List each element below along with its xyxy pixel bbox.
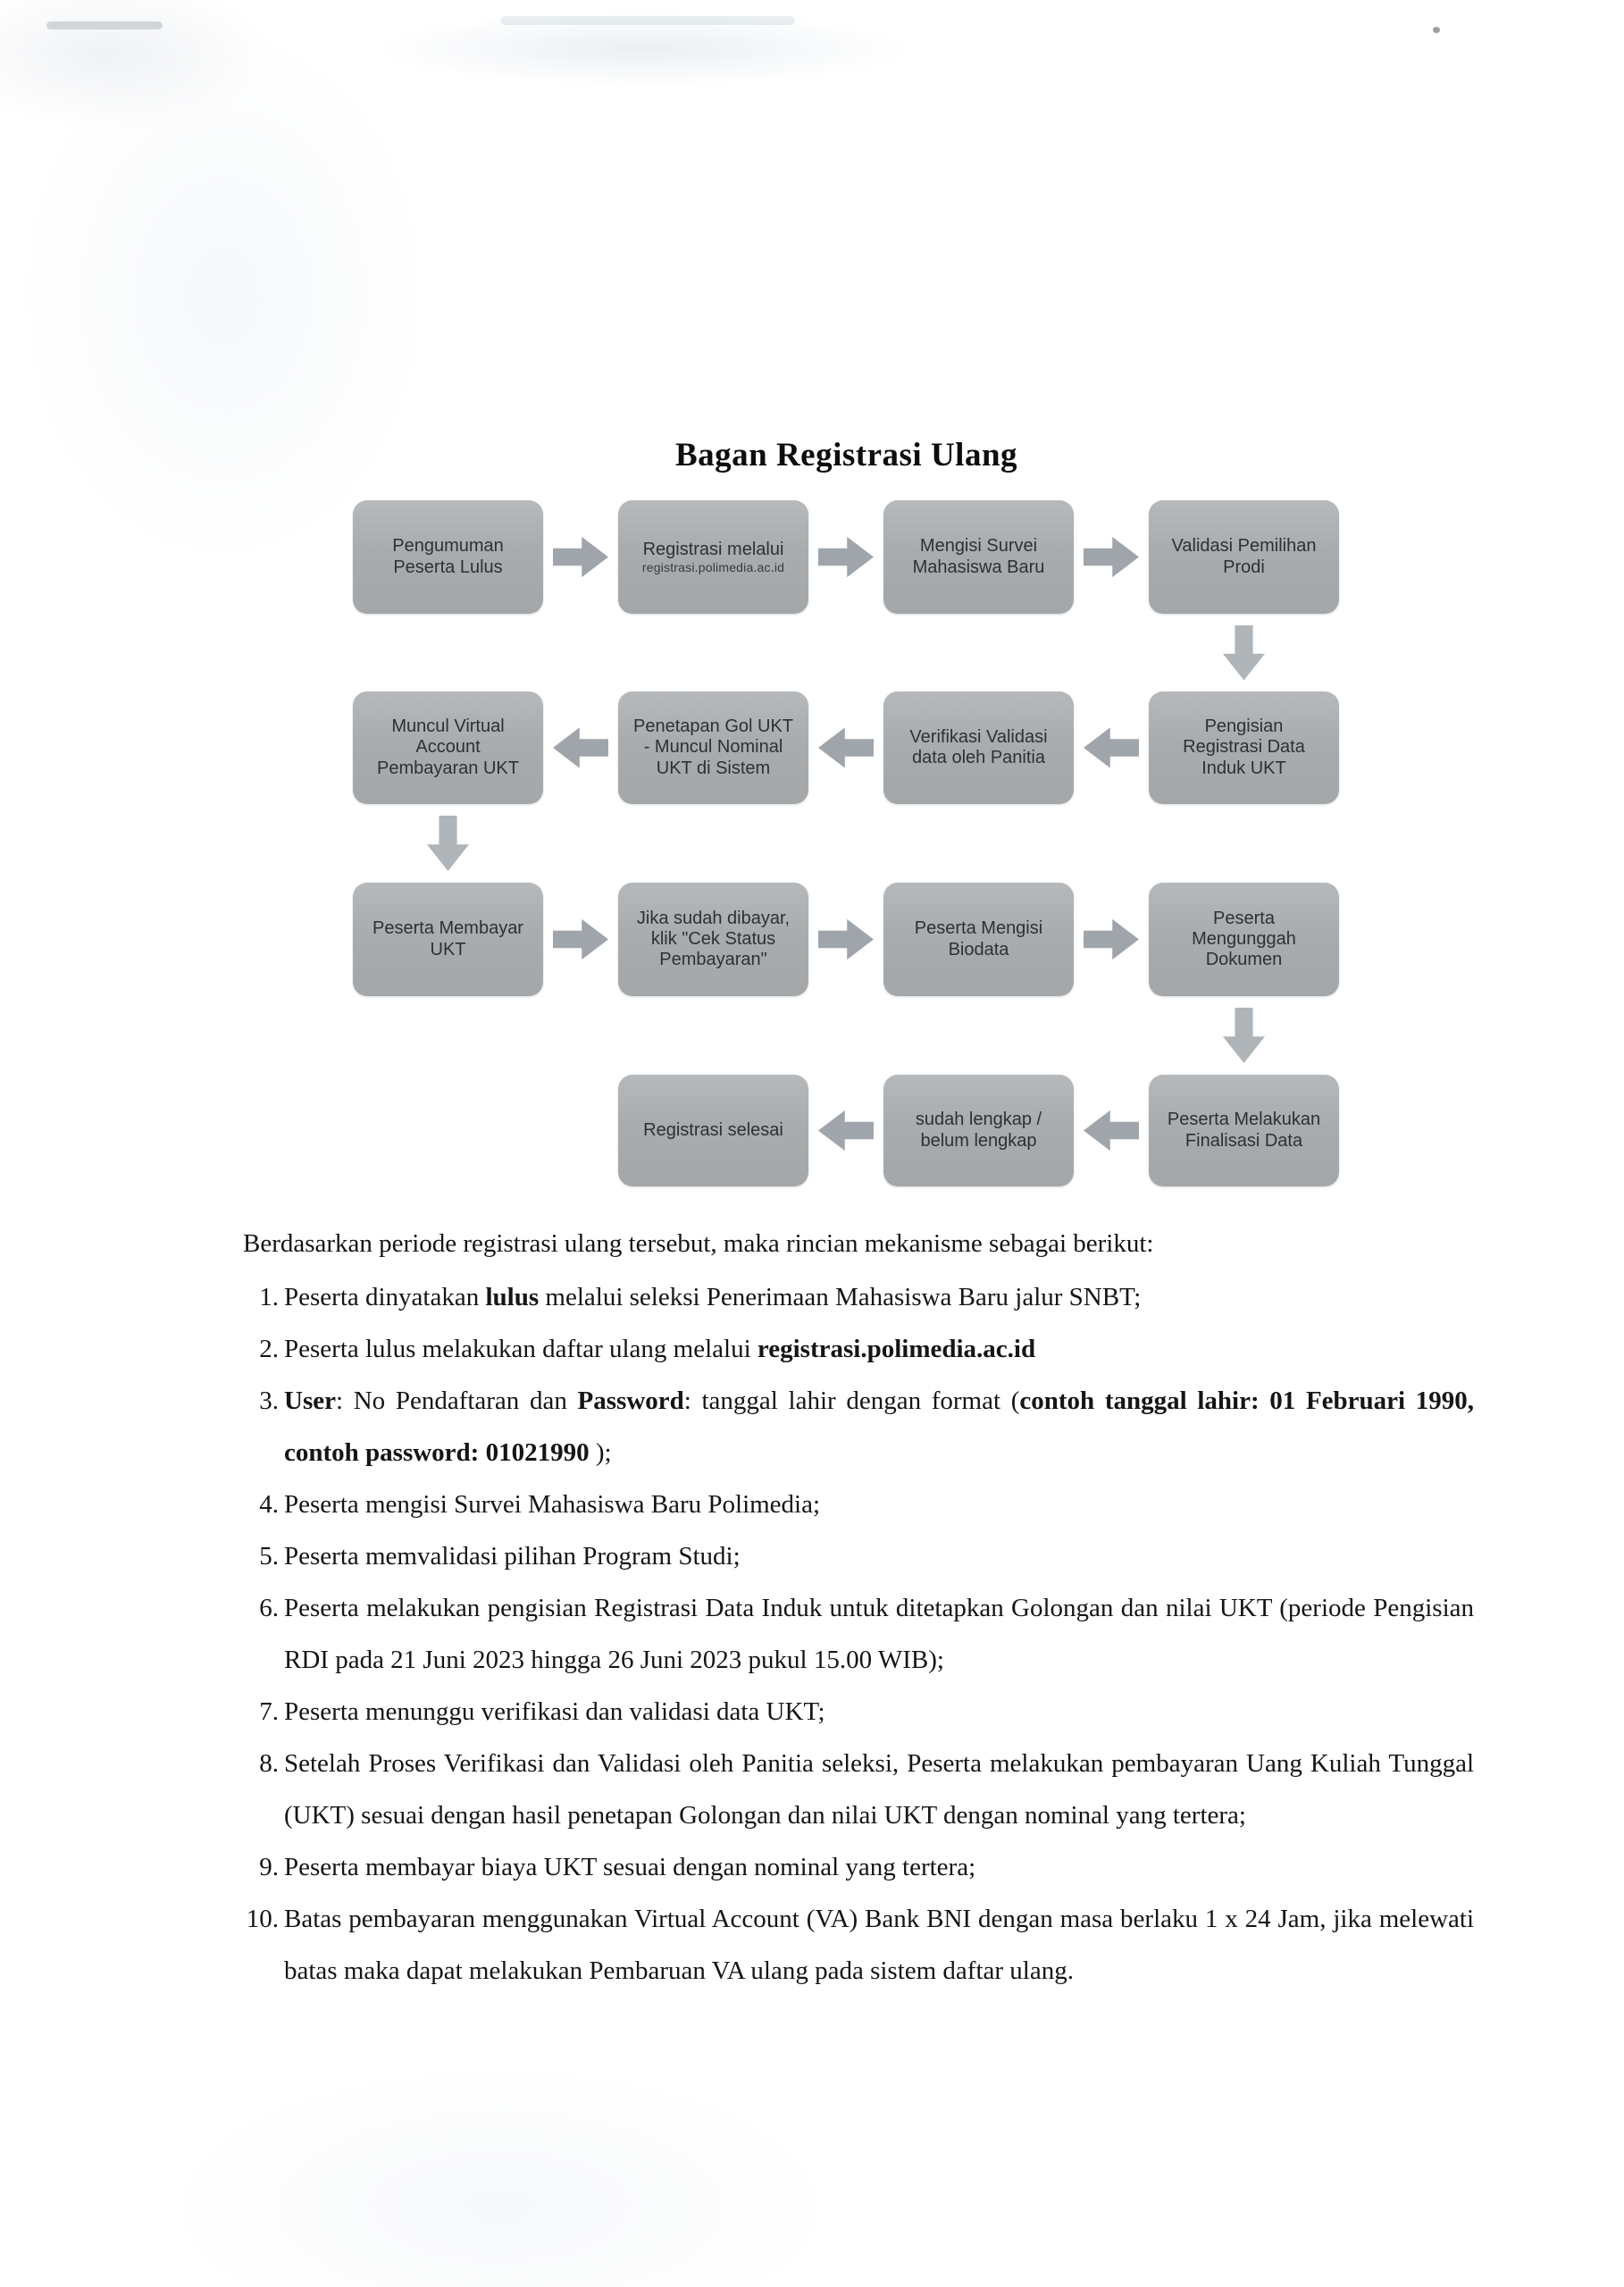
flow-step-12 <box>1149 883 1339 996</box>
flow-step-13 <box>1149 1075 1339 1186</box>
arrow-left-icon <box>818 1107 874 1155</box>
arrow-down-icon <box>1219 625 1269 681</box>
page-title: Bagan Registrasi Ulang <box>674 437 1018 473</box>
flow-step-label: Peserta Membayar <box>373 918 523 939</box>
list-item <box>243 1738 1474 1841</box>
list-item <box>243 1893 1474 1997</box>
list-item-number: 3. <box>259 1386 279 1415</box>
list-item-number: 5. <box>259 1542 279 1571</box>
flow-step-label: Peserta <box>1213 908 1275 928</box>
flow-step-9 <box>353 883 543 996</box>
list-item-number: 8. <box>259 1749 279 1778</box>
flow-step-11 <box>883 883 1074 996</box>
list-item <box>243 1841 1474 1893</box>
list-item <box>243 1271 1474 1323</box>
flow-step-url-label: registrasi.polimedia.ac.id <box>641 559 785 574</box>
flow-step-6 <box>883 691 1074 804</box>
scan-smudge <box>46 21 163 29</box>
flow-step-label: Peserta Lulus <box>393 557 503 577</box>
flow-step-label: Mengisi Survei <box>919 536 1038 557</box>
arrow-down-icon <box>423 816 473 871</box>
scan-smudge <box>500 16 795 25</box>
flow-step-label: sudah lengkap / <box>915 1110 1042 1130</box>
flow-step-1 <box>353 500 543 614</box>
scan-speck <box>1433 27 1440 33</box>
arrow-right-icon <box>553 533 608 582</box>
flow-step-label: Pembayaran UKT <box>377 758 519 778</box>
list-item-text: Peserta lulus melakukan daftar ulang melalui <box>284 1335 758 1363</box>
arrow-left-icon <box>553 724 608 772</box>
list-item-number: 2. <box>259 1335 279 1363</box>
flow-step-label: Mengunggah <box>1192 928 1296 949</box>
list-item-number: 10. <box>246 1905 279 1933</box>
list-item-bold-text: Password <box>577 1386 684 1415</box>
flow-step-label: Dokumen <box>1205 950 1283 970</box>
flow-step-label: Induk UKT <box>1201 758 1286 778</box>
arrow-right-icon <box>818 916 874 964</box>
flow-step-label: Peserta Mengisi <box>914 918 1043 939</box>
flow-step-label: UKT di Sistem <box>656 758 771 778</box>
flow-step-10 <box>618 883 808 996</box>
arrow-down-icon <box>1219 1008 1269 1063</box>
list-item <box>243 1479 1474 1530</box>
list-item-text: Batas pembayaran menggunakan Virtual Account (VA) Bank BNI dengan masa berlaku 1 x 24 Jam, jika melewati batas maka dapat melakukan Pembaruan VA ulang pada sistem daftar ulang. <box>284 1905 1474 1985</box>
flow-step-label: belum lengkap <box>920 1130 1037 1151</box>
arrow-left-icon <box>818 724 874 772</box>
list-item-text: Peserta memvalidasi pilihan Program Studi; <box>284 1542 741 1571</box>
flow-step-label: Penetapan Gol UKT <box>633 716 793 737</box>
list-item-text: Setelah Proses Verifikasi dan Validasi oleh Panitia seleksi, Peserta melakukan pembayaran Uang Kuliah Tunggal (UKT) sesuai dengan hasil penetapan Golongan dan nilai UKT dengan nominal yang tertera; <box>284 1749 1474 1830</box>
list-item-number: 6. <box>259 1594 279 1622</box>
list-item-bold-text: lulus <box>485 1283 540 1311</box>
list-item-bold-text: contoh tanggal lahir: 01 Februari 1990, contoh password: 01021990 <box>284 1386 1475 1467</box>
flow-step-label: data oleh Panitia <box>911 748 1045 767</box>
flow-step-label: Registrasi Data <box>1183 737 1305 758</box>
flow-step-2 <box>618 500 808 614</box>
list-item-text: Peserta dinyatakan <box>284 1283 486 1311</box>
flow-step-label: Pembayaran" <box>659 950 767 970</box>
flow-step-label: Pengumuman <box>392 536 504 557</box>
list-item-text: ); <box>589 1438 612 1467</box>
list-item-text: Peserta melakukan pengisian Registrasi Data Induk untuk ditetapkan Golongan dan nilai UKT (periode Pengisian RDI pada 21 Juni 2023 hingga 26 Juni 2023 pukul 15.00 WIB); <box>284 1594 1474 1674</box>
flow-step-label: Finalisasi Data <box>1185 1130 1303 1151</box>
list-item-number: 4. <box>259 1490 279 1519</box>
list-item-text: Peserta menunggu verifikasi dan validasi data UKT; <box>284 1697 825 1726</box>
arrow-left-icon <box>1084 1107 1139 1155</box>
list-item-text: melalui seleksi Penerimaan Mahasiswa Baru jalur SNBT; <box>539 1283 1142 1311</box>
list-item <box>243 1530 1474 1582</box>
flow-step-label: Peserta Melakukan <box>1167 1110 1321 1130</box>
flow-step-4 <box>1149 500 1339 614</box>
arrow-left-icon <box>1084 724 1139 772</box>
flow-step-label: Mahasiswa Baru <box>912 557 1045 577</box>
flow-step-label: Pengisian <box>1204 716 1284 737</box>
list-item-number: 9. <box>259 1853 279 1881</box>
list-item-number: 7. <box>259 1697 279 1726</box>
intro-paragraph: Berdasarkan periode registrasi ulang tersebut, maka rincian mekanisme sebagai berikut: <box>243 1229 1154 1258</box>
registration-flowchart <box>353 500 1339 1186</box>
flow-step-label: Registrasi melalui <box>642 539 784 559</box>
flow-step-label: Account <box>415 737 481 758</box>
flow-step-label: - Muncul Nominal <box>643 737 783 758</box>
flow-step-3 <box>883 500 1074 614</box>
list-item-text: Peserta membayar biaya UKT sesuai dengan nominal yang tertera; <box>284 1853 976 1881</box>
flow-step-5 <box>1149 691 1339 804</box>
arrow-right-icon <box>1084 533 1139 582</box>
flow-step-label: Validasi Pemilihan <box>1171 536 1317 557</box>
list-item <box>243 1323 1474 1375</box>
arrow-right-icon <box>553 916 608 964</box>
flow-step-label: Prodi <box>1223 557 1265 577</box>
mechanism-list <box>243 1271 1474 1997</box>
flow-step-14 <box>883 1075 1074 1186</box>
flow-step-7 <box>618 691 808 804</box>
list-item-bold-text: User <box>284 1386 336 1415</box>
flow-step-15 <box>618 1075 808 1186</box>
list-item-text: Peserta mengisi Survei Mahasiswa Baru Polimedia; <box>284 1490 821 1519</box>
arrow-right-icon <box>818 533 874 582</box>
flow-step-8 <box>353 691 543 804</box>
flow-step-label: Muncul Virtual <box>391 716 505 737</box>
list-item-text: : tanggal lahir dengan format ( <box>683 1386 1020 1415</box>
arrow-right-icon <box>1084 916 1139 964</box>
flow-step-label: klik "Cek Status <box>650 928 776 949</box>
flow-step-label: UKT <box>430 939 466 959</box>
list-item-bold-text: registrasi.polimedia.ac.id <box>757 1335 1036 1363</box>
list-item <box>243 1686 1474 1738</box>
flow-step-label: Verifikasi Validasi <box>909 726 1048 747</box>
flow-step-label: Jika sudah dibayar, <box>636 908 791 928</box>
flow-step-label: Registrasi selesai <box>643 1119 783 1140</box>
list-item <box>243 1582 1474 1686</box>
list-item <box>243 1375 1474 1479</box>
list-item-text: : No Pendaftaran dan <box>335 1386 578 1415</box>
list-item-number: 1. <box>259 1283 279 1311</box>
flow-step-label: Biodata <box>948 939 1009 959</box>
